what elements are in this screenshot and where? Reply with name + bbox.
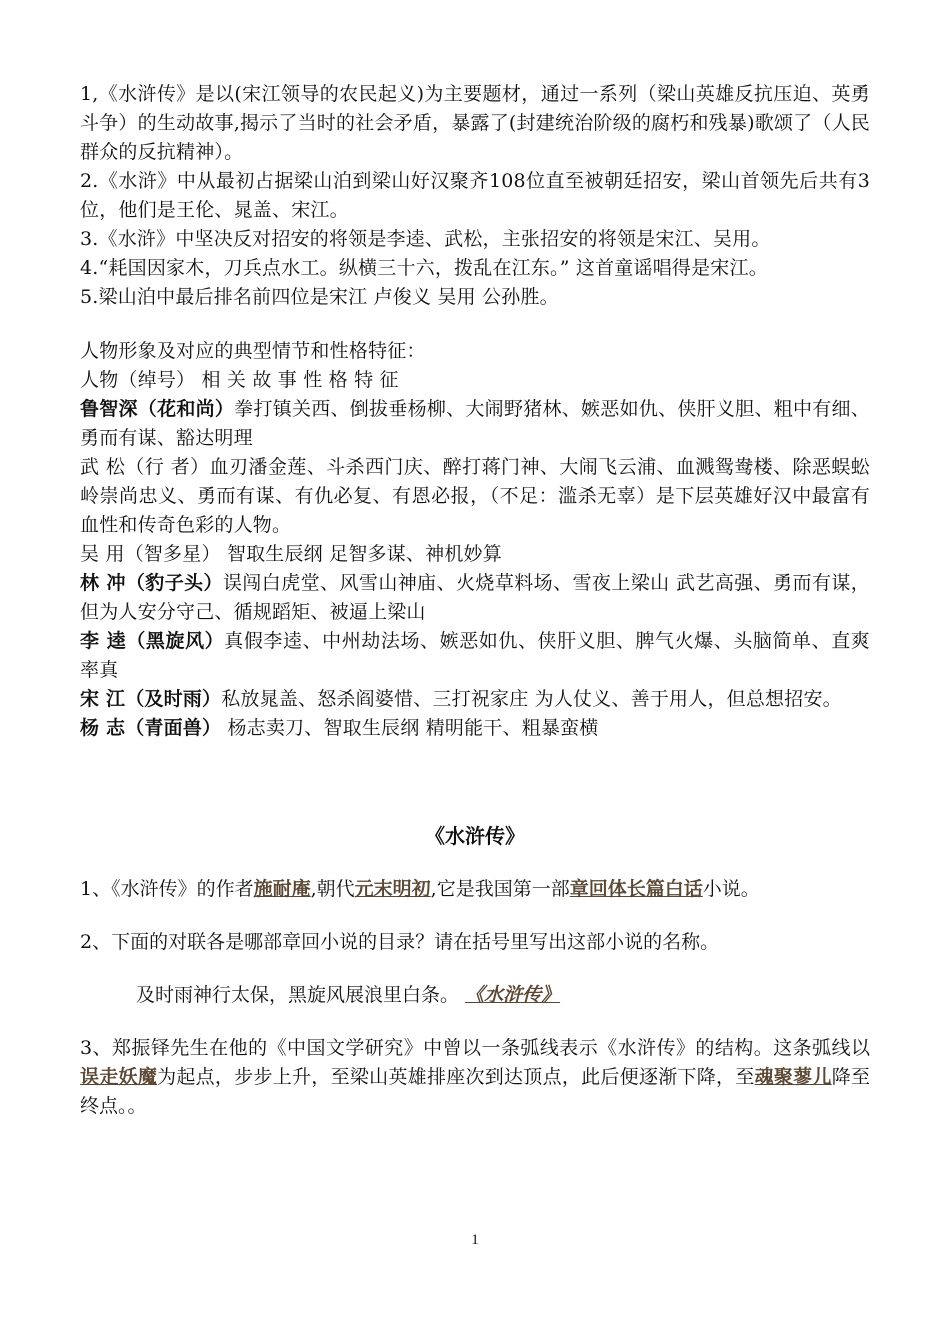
summary-paragraph-2: 2.《水浒》中从最初占据梁山泊到梁山好汉聚齐108位直至被朝廷招安，梁山首领先后共有3位，他们是王伦、晁盖、宋江。	[80, 170, 870, 221]
answer-genre: 章回体长篇白话	[569, 878, 703, 900]
character-description: 私放晁盖、怒杀阎婆惜、三打祝家庄 为人仗义、善于用人，但总想招安。	[221, 688, 842, 710]
answer-end: 魂聚蓼儿	[754, 1066, 832, 1088]
summary-paragraph-1: 1,《水浒传》是以(宋江领导的农民起义)为主要题材，通过一系列（梁山英雄反抗压迫、英勇斗争）的生动故事,揭示了当时的社会矛盾，暴露了(封建统治阶级的腐朽和残暴)歌颂了（人民群众的反抗精神）。	[80, 83, 870, 163]
character-wu-yong: 吴 用（智多星） 智取生辰纲 足智多谋、神机妙算	[80, 543, 502, 565]
page-number: 1	[471, 1232, 479, 1248]
question-text: ,它是我国第一部	[430, 878, 570, 900]
character-description: 拳打镇关西、倒拔垂杨柳、大闹野猪林、嫉恶如仇、侠肝义胆、粗中有细、勇而有谋、豁达明理	[80, 398, 870, 449]
character-name: 林 冲（豹子头）	[80, 572, 223, 594]
answer-dynasty: 元末明初	[354, 878, 431, 900]
question-text: 3、郑振铎先生在他的《中国文学研究》中曾以一条弧线表示《水浒传》的结构。这条弧线以	[80, 1037, 870, 1059]
character-name: 宋 江（及时雨）	[80, 688, 222, 710]
couplet-text: 及时雨神行太保，黑旋风展浪里白条。	[136, 984, 460, 1006]
answer-author: 施耐庵	[253, 878, 311, 900]
character-name: 李 逵（黑旋风）	[80, 630, 225, 652]
question-text: 小说。	[702, 878, 760, 900]
character-name: 杨 志（青面兽）	[80, 717, 222, 739]
question-1	[80, 875, 870, 904]
question-text: 为起点，步步上升，至梁山英雄排座次到达顶点，此后便逐渐下降，至	[157, 1066, 755, 1088]
character-description: 真假李逵、中州劫法场、嫉恶如仇、侠肝义胆、脾气火爆、头脑简单、直爽率真	[80, 630, 870, 681]
question-3	[80, 1034, 870, 1121]
character-yang-zhi	[80, 714, 870, 743]
document-page	[80, 80, 870, 1121]
question-text: 1、《水浒传》的作者	[80, 878, 254, 900]
summary-paragraph-3: 3.《水浒》中坚决反对招安的将领是李逵、武松，主张招安的将领是宋江、吴用。	[80, 228, 771, 250]
summary-paragraph-4: 4.“耗国因家木，刀兵点水工。纵横三十六，拨乱在江东。” 这首童谣唱得是宋江。	[80, 257, 768, 279]
character-description: 误闯白虎堂、风雪山神庙、火烧草料场、雪夜上梁山 武艺高强、勇而有谋，但为人安分守己、循规蹈矩、被逼上梁山	[80, 572, 871, 623]
character-li-kui	[80, 627, 870, 685]
character-lin-chong	[80, 569, 870, 627]
character-wu-song: 武 松（行 者）血刃潘金莲、斗杀西门庆、醉打蒋门神、大闹飞云浦、血溅鸳鸯楼、除恶蜈蚣岭崇尚忠义、勇而有谋、有仇必复、有恩必报，（不足：滥杀无辜）是下层英雄好汉中最富有血性和传奇色彩的人物。	[80, 456, 870, 536]
character-name: 鲁智深（花和尚）	[80, 398, 235, 420]
answer-novel: 《水浒传》	[465, 984, 561, 1006]
character-description: 杨志卖刀、智取生辰纲 精明能干、粗暴蛮横	[221, 717, 599, 739]
character-lu-zhishen	[80, 395, 870, 453]
character-song-jiang	[80, 685, 870, 714]
question-text: ,朝代	[310, 878, 355, 900]
question-2-couplet	[80, 981, 870, 1010]
characters-header: 人物（绰号） 相 关 故 事 性 格 特 征	[80, 369, 399, 391]
characters-intro: 人物形象及对应的典型情节和性格特征：	[80, 340, 426, 362]
section-title: 《水浒传》	[425, 824, 525, 848]
question-text: 降至终点。。	[80, 1066, 870, 1117]
summary-paragraph-5: 5.梁山泊中最后排名前四位是宋江 卢俊义 吴用 公孙胜。	[80, 286, 559, 308]
answer-start: 误走妖魔	[80, 1066, 158, 1088]
question-2: 2、下面的对联各是哪部章回小说的目录？请在括号里写出这部小说的名称。	[80, 931, 720, 953]
spacer	[80, 312, 870, 337]
spacer	[80, 743, 870, 813]
